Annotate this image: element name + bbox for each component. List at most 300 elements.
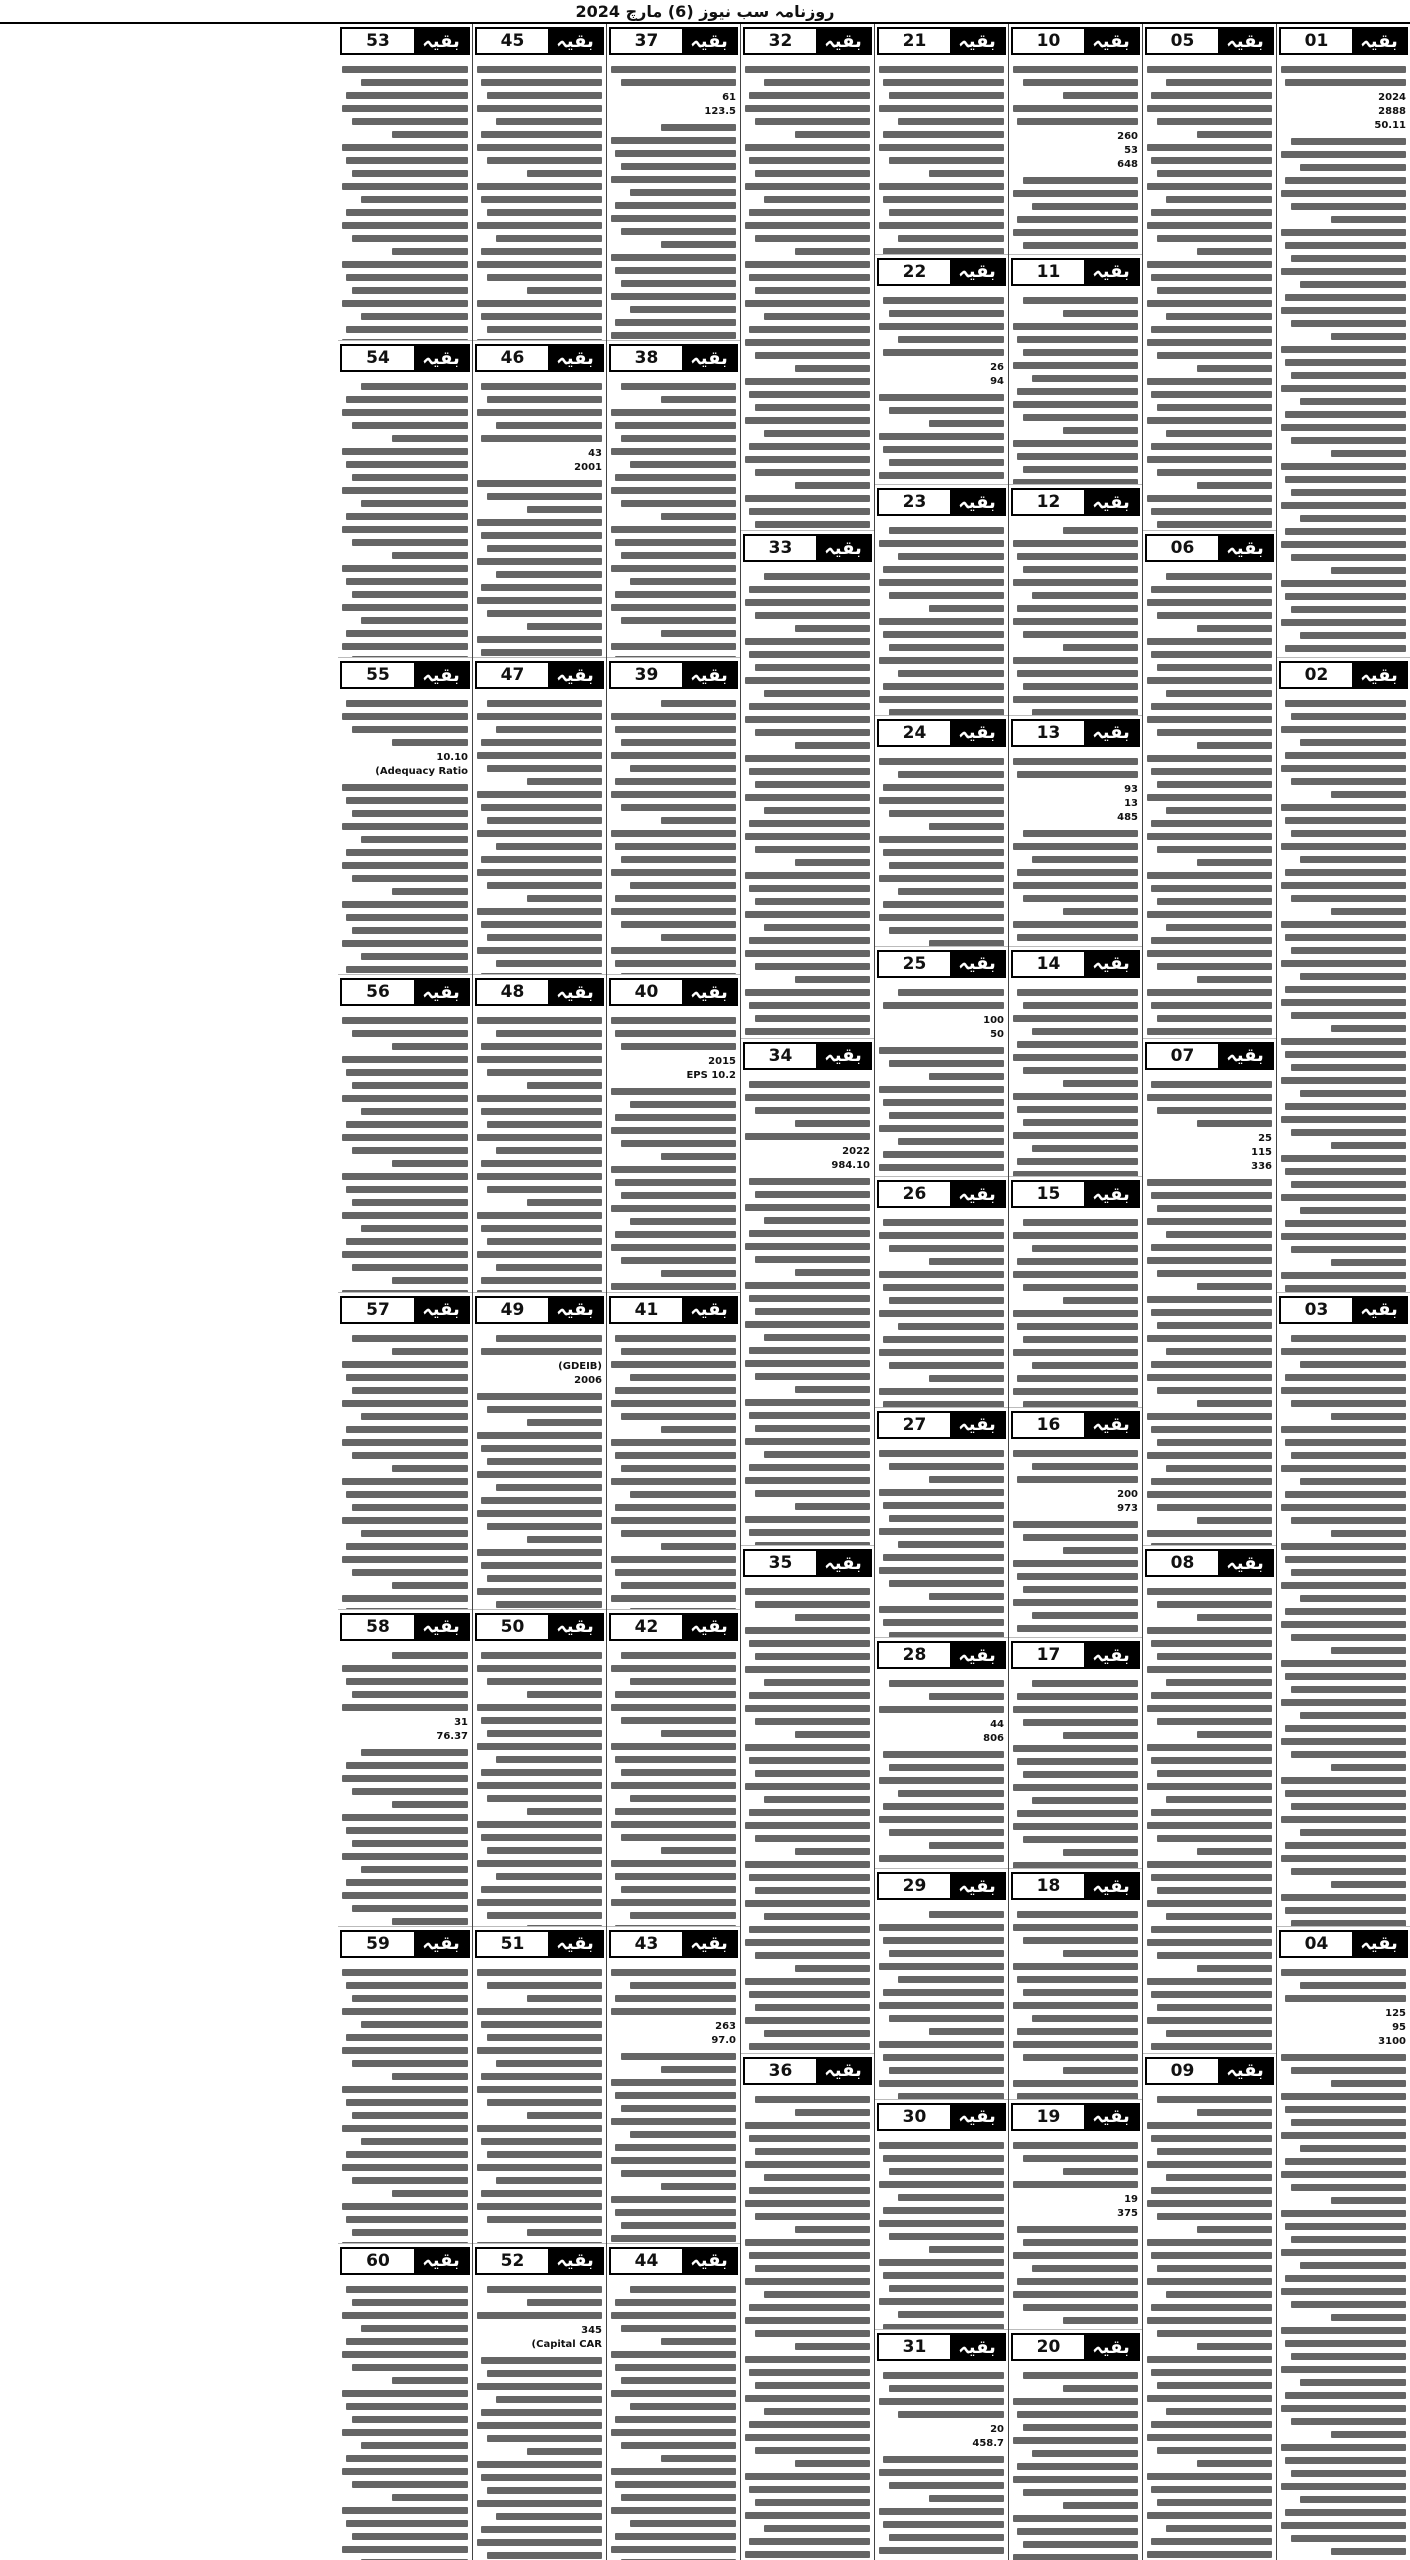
text-line [795, 482, 870, 489]
text-line [477, 519, 602, 526]
text-line [481, 1160, 602, 1167]
text-line [1291, 1012, 1406, 1019]
continuation-header [475, 27, 604, 55]
text-line [1285, 528, 1406, 535]
baqiya-label: بقیہ [548, 2249, 602, 2273]
text-line [361, 1225, 468, 1232]
baqiya-label: بقیہ [548, 980, 602, 1004]
continuation-block [875, 2330, 1008, 2560]
text-line [1157, 2382, 1272, 2389]
text-line [481, 196, 602, 203]
continuation-block [473, 658, 606, 975]
text-line [481, 313, 602, 320]
text-line [879, 1450, 1004, 1457]
text-line [1147, 1335, 1272, 1342]
text-line [352, 287, 468, 294]
text-line [346, 1543, 468, 1550]
article-text [1143, 1580, 1276, 2052]
continuation-number: 57 [342, 1298, 414, 1322]
text-line [611, 1556, 736, 1563]
text-line [1147, 1939, 1272, 1946]
text-line [630, 765, 736, 772]
text-line [342, 1251, 468, 1258]
text-line [1147, 833, 1272, 840]
article-text [338, 1644, 472, 1926]
text-line [615, 1335, 736, 1342]
text-line [611, 2157, 736, 2164]
text-line [1166, 79, 1272, 86]
text-line [1166, 2030, 1272, 2037]
inline-figure: 375 [1117, 2207, 1138, 2219]
continuation-block [607, 1927, 740, 2244]
text-line [879, 1706, 1004, 1713]
text-line [342, 784, 468, 791]
text-line [1063, 427, 1138, 434]
text-line [1197, 1731, 1272, 1738]
text-line [342, 1665, 468, 1672]
baqiya-label: بقیہ [1352, 1932, 1406, 1956]
text-line [745, 2434, 870, 2441]
text-line [755, 404, 870, 411]
text-line [1147, 1666, 1272, 1673]
text-line [352, 1387, 468, 1394]
text-line [1023, 2155, 1138, 2162]
text-line [1166, 313, 1272, 320]
text-line [1281, 1621, 1406, 1628]
text-line [621, 2325, 736, 2332]
text-line [1151, 937, 1272, 944]
text-line [361, 1530, 468, 1537]
article-text [607, 1961, 740, 2243]
text-line [1013, 1388, 1138, 1395]
continuation-header [609, 1613, 738, 1641]
text-line [749, 508, 870, 515]
text-line [1023, 1002, 1138, 1009]
text-line [1285, 1608, 1406, 1615]
text-line [898, 670, 1004, 677]
text-line [1291, 947, 1406, 954]
text-line [795, 1848, 870, 1855]
text-line [1032, 1028, 1138, 1035]
text-line [889, 1950, 1004, 1957]
text-line [477, 105, 602, 112]
text-line [1166, 2291, 1272, 2298]
text-line [898, 1138, 1004, 1145]
text-line [1285, 1051, 1406, 1058]
continuation-header [1145, 534, 1274, 562]
text-line [352, 1199, 468, 1206]
continuation-number: 07 [1147, 1044, 1218, 1068]
article-text [875, 981, 1008, 1177]
text-line [755, 1256, 870, 1263]
baqiya-label: بقیہ [1084, 1874, 1138, 1898]
baqiya-label: بقیہ [682, 2249, 736, 2273]
text-line [883, 2521, 1004, 2528]
text-line [1291, 2067, 1406, 2074]
text-line [477, 2242, 602, 2243]
text-line [481, 2409, 602, 2416]
text-line [392, 1160, 468, 1167]
text-line [1032, 2015, 1138, 2022]
baqiya-label: بقیہ [950, 490, 1004, 514]
text-line [1331, 2548, 1406, 2555]
text-line [1023, 466, 1138, 473]
text-line [1147, 1094, 1272, 1101]
text-line [883, 2372, 1004, 2379]
article-text [473, 692, 606, 974]
continuation-number: 10 [1013, 29, 1084, 53]
continuation-header [877, 950, 1006, 978]
text-line [883, 131, 1004, 138]
text-line [661, 1847, 736, 1854]
text-line [1300, 1361, 1406, 1368]
text-line [481, 1717, 602, 1724]
text-line [487, 1678, 602, 1685]
text-line [1147, 1452, 1272, 1459]
article-text [1009, 1672, 1142, 1868]
text-line [477, 1821, 602, 1828]
text-line [745, 2473, 870, 2480]
continuation-header [1011, 1641, 1140, 1669]
text-line [889, 1362, 1004, 1369]
text-line [1023, 1336, 1138, 1343]
text-line [477, 2500, 602, 2507]
text-line [1157, 1015, 1272, 1022]
text-line [392, 739, 468, 746]
text-line [481, 1348, 602, 1355]
text-line [346, 209, 468, 216]
text-line [611, 1782, 736, 1789]
text-line [1291, 2535, 1406, 2542]
text-line [883, 349, 1004, 356]
article-text [473, 1644, 606, 1926]
baqiya-label: بقیہ [950, 29, 1004, 53]
continuation-header [1011, 1180, 1140, 1208]
text-line [496, 1264, 602, 1271]
text-line [1157, 2330, 1272, 2337]
text-line [1197, 1614, 1272, 1621]
text-line [1147, 1413, 1272, 1420]
text-line [496, 235, 602, 242]
text-line [1151, 1874, 1272, 1881]
text-line [1147, 677, 1272, 684]
continuation-number: 44 [611, 2249, 682, 2273]
text-line [1147, 1822, 1272, 1829]
text-line [477, 1860, 602, 1867]
text-line [1151, 326, 1272, 333]
text-line [487, 1523, 602, 1530]
article-text [473, 375, 606, 657]
text-line [481, 1652, 602, 1659]
text-line [929, 170, 1004, 177]
text-line [889, 2285, 1004, 2292]
continuation-number: 11 [1013, 260, 1084, 284]
text-line [477, 1251, 602, 1258]
text-line [1197, 2343, 1272, 2350]
text-line [749, 92, 870, 99]
article-text [473, 2278, 606, 2560]
continuation-block [607, 341, 740, 658]
continuation-number: 58 [342, 1615, 414, 1639]
text-line [1013, 1310, 1138, 1317]
text-line [1281, 1738, 1406, 1745]
text-line [879, 836, 1004, 843]
text-line [1291, 437, 1406, 444]
text-line [1032, 2450, 1138, 2457]
text-line [1151, 885, 1272, 892]
text-line [1291, 138, 1406, 145]
text-line [749, 2304, 870, 2311]
continuation-number: 41 [611, 1298, 682, 1322]
text-line [745, 2317, 870, 2324]
text-line [346, 1186, 468, 1193]
text-line [1063, 1950, 1138, 1957]
text-line [889, 2233, 1004, 2240]
text-line [477, 1432, 602, 1439]
text-line [615, 1569, 736, 1576]
text-line [615, 422, 736, 429]
text-line [1331, 908, 1406, 915]
text-line [611, 1283, 736, 1290]
text-line [764, 196, 870, 203]
article-text [875, 1903, 1008, 2099]
text-line [1147, 716, 1272, 723]
text-line [755, 2330, 870, 2337]
text-line [352, 927, 468, 934]
continuation-number: 18 [1013, 1874, 1084, 1898]
text-line [487, 2435, 602, 2442]
text-line [1291, 1452, 1406, 1459]
text-line [1023, 297, 1138, 304]
text-line [392, 1652, 468, 1659]
article-text [338, 1009, 472, 1291]
text-line [481, 584, 602, 591]
text-line [527, 2299, 602, 2306]
text-line [1151, 2252, 1272, 2259]
text-line [487, 934, 602, 941]
text-line [764, 807, 870, 814]
text-line [745, 2122, 870, 2129]
text-line [755, 1425, 870, 1432]
text-line [745, 1133, 870, 1140]
text-line [1285, 645, 1406, 652]
text-line [477, 1510, 602, 1517]
inline-figure: 19 [1124, 2193, 1138, 2205]
text-line [764, 2174, 870, 2181]
text-line [661, 1426, 736, 1433]
article-text [1009, 750, 1142, 946]
article-text [1277, 1961, 1410, 2560]
continuation-block [741, 24, 874, 531]
text-line [477, 2539, 602, 2546]
text-line [889, 310, 1004, 317]
text-line [879, 1777, 1004, 1784]
continuation-number: 45 [477, 29, 548, 53]
text-line [342, 1361, 468, 1368]
text-line [615, 2416, 736, 2423]
text-line [1157, 1770, 1272, 1777]
text-line [477, 830, 602, 837]
continuation-header [877, 1411, 1006, 1439]
text-line [496, 1756, 602, 1763]
text-line [621, 552, 736, 559]
continuation-block [875, 2100, 1008, 2331]
text-line [1032, 375, 1138, 382]
text-line [342, 222, 468, 229]
text-line [1023, 177, 1138, 184]
continuation-number: 42 [611, 1615, 682, 1639]
continuation-header [609, 1296, 738, 1324]
text-line [745, 417, 870, 424]
text-line [1157, 2447, 1272, 2454]
text-line [477, 1290, 602, 1291]
text-line [1151, 1309, 1272, 1316]
text-line [749, 703, 870, 710]
text-line [615, 2144, 736, 2151]
text-line [1157, 170, 1272, 177]
text-line [1331, 2314, 1406, 2321]
text-line [1013, 1823, 1138, 1830]
text-line [1285, 2340, 1406, 2347]
text-line [1291, 830, 1406, 837]
text-line [615, 2209, 736, 2216]
text-line [1063, 2067, 1138, 2074]
text-line [1157, 404, 1272, 411]
text-line [352, 1504, 468, 1511]
continuation-number: 08 [1147, 1551, 1218, 1575]
text-line [749, 1081, 870, 1088]
text-line [346, 1762, 468, 1769]
text-line [879, 183, 1004, 190]
text-line [496, 1873, 602, 1880]
text-line [1147, 794, 1272, 801]
text-line [477, 869, 602, 876]
text-line [1300, 398, 1406, 405]
text-line [342, 1814, 468, 1821]
text-line [1281, 229, 1406, 236]
text-line [487, 2034, 602, 2041]
text-line [898, 553, 1004, 560]
text-line [342, 713, 468, 720]
text-line [352, 118, 468, 125]
continuation-number: 01 [1281, 29, 1352, 53]
text-line [1281, 1194, 1406, 1201]
text-line [1013, 1171, 1138, 1177]
text-line [611, 1517, 736, 1524]
text-line [1013, 882, 1138, 889]
text-line [352, 235, 468, 242]
text-line [342, 1556, 468, 1563]
baqiya-label: بقیہ [1352, 29, 1406, 53]
text-line [879, 323, 1004, 330]
text-line [1017, 1476, 1138, 1483]
text-line [1281, 2366, 1406, 2373]
text-line [1157, 1270, 1272, 1277]
text-line [1281, 1504, 1406, 1511]
text-line [481, 435, 602, 442]
continuation-header [1145, 1042, 1274, 1070]
text-line [1281, 346, 1406, 353]
continuation-number: 36 [745, 2059, 816, 2083]
text-line [879, 1125, 1004, 1132]
text-line [1023, 2424, 1138, 2431]
continuation-block [1009, 716, 1142, 947]
text-line [745, 2356, 870, 2363]
text-line [745, 105, 870, 112]
text-line [1291, 2184, 1406, 2191]
text-line [1285, 2223, 1406, 2230]
text-line [527, 1925, 602, 1926]
text-line [1023, 1719, 1138, 1726]
continuation-number: 24 [879, 721, 950, 745]
text-line [477, 2047, 602, 2054]
text-line [749, 157, 870, 164]
text-line [1151, 443, 1272, 450]
text-line [755, 1952, 870, 1959]
text-line [883, 1751, 1004, 1758]
text-line [898, 336, 1004, 343]
text-line [615, 1387, 736, 1394]
text-line [1151, 1361, 1272, 1368]
text-line [898, 1976, 1004, 1983]
text-line [1151, 508, 1272, 515]
text-line [477, 66, 602, 73]
masthead-title: روزنامہ سب نیوز (6) مارچ 2024 [575, 1, 835, 21]
text-line [1151, 2486, 1272, 2493]
text-line [1147, 222, 1272, 229]
text-line [352, 1264, 468, 1271]
text-line [1023, 414, 1138, 421]
text-line [1281, 1660, 1406, 1667]
continuation-header [609, 344, 738, 372]
text-line [1281, 1348, 1406, 1355]
text-line [764, 924, 870, 931]
text-line [1032, 1797, 1138, 1804]
text-line [898, 888, 1004, 895]
continuation-block [1143, 531, 1276, 1038]
text-line [611, 2390, 736, 2397]
text-line [1281, 1233, 1406, 1240]
text-line [487, 765, 602, 772]
text-line [477, 1173, 602, 1180]
text-line [745, 833, 870, 840]
text-line [611, 1088, 736, 1095]
continuation-block [1009, 255, 1142, 486]
text-line [1157, 2499, 1272, 2506]
article-text [875, 1672, 1008, 1868]
text-line [1300, 1829, 1406, 1836]
inline-figure: 2022 [842, 1145, 870, 1157]
text-line [1291, 1920, 1406, 1926]
text-line [749, 1178, 870, 1185]
text-line [1013, 2554, 1138, 2560]
text-line [481, 2357, 602, 2364]
text-line [342, 604, 468, 611]
text-line [1013, 2181, 1138, 2188]
text-line [883, 1502, 1004, 1509]
text-line [749, 1640, 870, 1647]
article-text [875, 1211, 1008, 1407]
text-line [898, 1790, 1004, 1797]
text-line [477, 947, 602, 954]
text-line [481, 1108, 602, 1115]
continuation-header [743, 1549, 872, 1577]
text-line [749, 443, 870, 450]
continuation-header [1011, 258, 1140, 286]
article-text [1009, 519, 1142, 715]
text-line [1285, 1556, 1406, 1563]
text-line [1147, 1179, 1272, 1186]
